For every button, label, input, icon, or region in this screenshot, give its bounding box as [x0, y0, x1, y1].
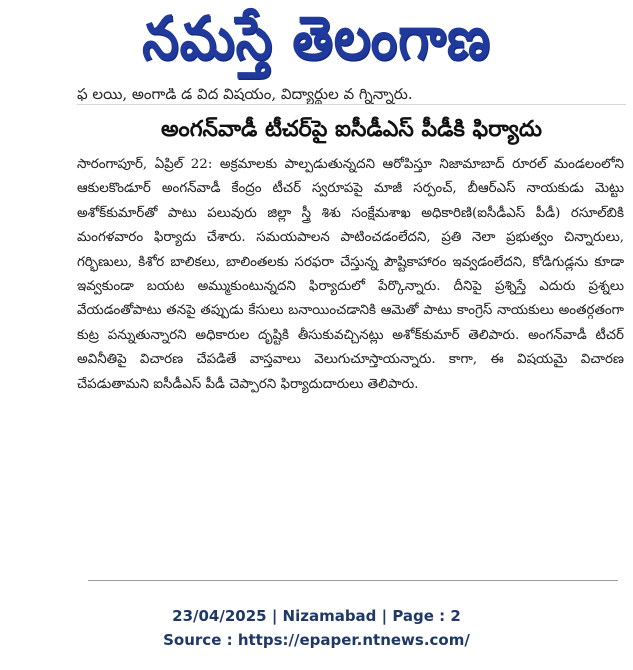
article-clipping	[77, 88, 626, 578]
footer-source: Source : https://epaper.ntnews.com/	[163, 631, 470, 649]
footer-meta: 23/04/2025 | Nizamabad | Page : 2	[172, 607, 461, 625]
footer	[0, 604, 633, 652]
article-body: సారంగాపూర్‌, ఏప్రిల్‌ 22: అక్రమాలకు పాల్పడుతున్నదని ఆరోపిస్తూ నిజామాబాద్‌ రూరల్‌ మండలంలోని ఆకులకొండూర్‌ అంగన్‌వాడీ కేంద్రం టీచర్‌ స్వరూపపై మాజీ సర్పంచ్‌, బీఆర్‌ఎస్‌ నాయకుడు మెట్టు అశోక్‌కుమార్‌తో పాటు పలువురు జిల్లా స్త్రీ శిశు సంక్షేమశాఖ అధికారిణి(ఐసీడీఎస్‌ పీడీ) రసూల్‌బికి మంగళవారం ఫిర్యాదు చేశారు. సమయపాలన పాటించడంలేదని, ప్రతి నెలా ప్రభుత్వం చిన్నారులు, గర్భిణులు, కిశోర బాలికలు, బాలింతలకు సరఫరా చేస్తున్న పౌష్టికాహారం ఇవ్వడంలేదని, కోడిగుడ్లను కూడా ఇవ్వకుండా బయట అమ్ముకుంటున్నదని ఫిర్యాదులో పేర్కొన్నారు. దీనిపై ప్రశ్నిస్తే ఎదురు ప్రశ్నలు వేయడంతోపాటు తనపై తప్పుడు కేసులు బనాయించడానికి ఆమెతో పాటు కాంగ్రెస్‌ నాయకులు అంతర్గతంగా కుట్ర పన్నుతున్నారని అధికారుల దృష్టికి తీసుకువచ్చినట్లు అశోక్‌కుమార్‌ తెలిపారు. అంగన్‌వాడీ టీచర్‌ అవినీతిపై విచారణ చేపడితే వాస్తవాలు వెలుగుచూస్తాయన్నారు. కాగా, ఈ విషయమై విచారణ చేపడుతామని ఐసీడీఎస్‌ పీడీ చెప్పారని ఫిర్యాదుదారులు తెలిపారు.	[77, 157, 624, 392]
newspaper-logo: నమస్తే తెలంగాణ	[142, 3, 491, 74]
previous-article-cut-line: ఫ లయి, అంగాడి డ విద విషయం, విద్యార్థుల వ గ్నిన్నారు.	[77, 88, 626, 105]
masthead	[0, 3, 633, 86]
divider-line	[88, 580, 618, 581]
article-headline: అంగన్‌వాడీ టీచర్‌పై ఐసీడీఎస్‌ పీడీకి ఫిర్యాదు	[160, 117, 543, 142]
